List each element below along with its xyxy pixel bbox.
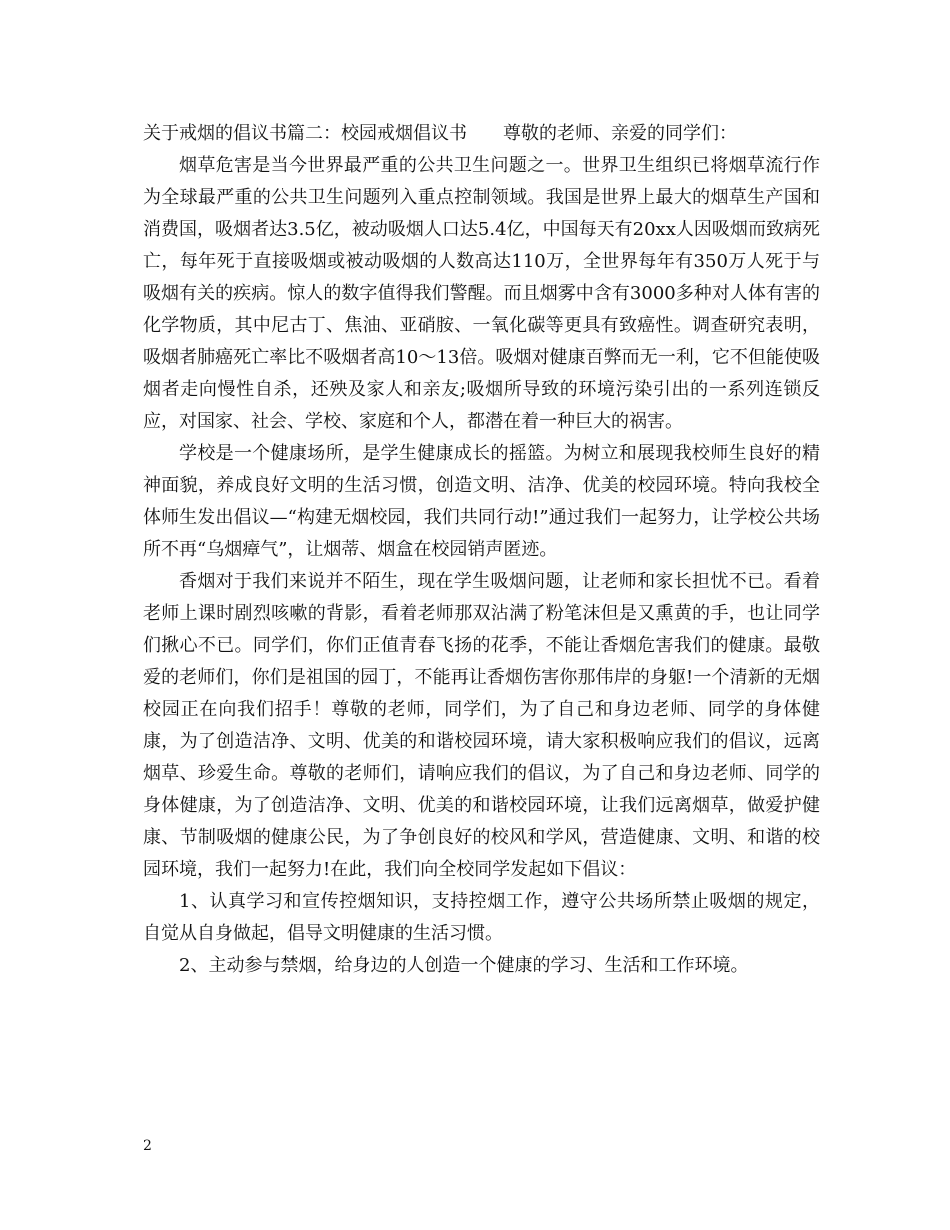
paragraph-smoking-harm: 烟草危害是当今世界最严重的公共卫生问题之一。世界卫生组织已将烟草流行作为全球最严重的公共卫生问题列入重点控制领域。我国是世界上最大的烟草生产国和消费国，吸烟者达3.5亿，被动吸烟人口达5.4亿，中国每天有20xx人因吸烟而致病死亡，每年死于直接吸烟或被动吸烟的人数高达110万，全世界每年有350万人死于与吸烟有关的疾病。惊人的数字值得我们警醒。而且烟雾中含有3000多种对人体有害的化学物质，其中尼古丁、焦油、亚硝胺、一氧化碳等更具有致癌性。调查研究表明，吸烟者肺癌死亡率比不吸烟者高10～13倍。吸烟对健康百弊而无一利，它不但能使吸烟者走向慢性自杀，还殃及家人和亲友;吸烟所导致的环境污染引出的一系列连锁反应，对国家、社会、学校、家庭和个人，都潜在着一种巨大的祸害。 — [143, 155, 820, 432]
document-title-line: 关于戒烟的倡议书篇二：校园戒烟倡议书 尊敬的老师、亲爱的同学们： — [143, 123, 737, 144]
proposal-item-1: 1、认真学习和宣传控烟知识，支持控烟工作，遵守公共场所禁止吸烟的规定，自觉从自身做起，倡导文明健康的生活习惯。 — [143, 891, 820, 944]
document-body — [143, 118, 820, 982]
proposal-item-2: 2、主动参与禁烟，给身边的人创造一个健康的学习、生活和工作环境。 — [179, 955, 749, 976]
page-number: 2 — [143, 1138, 152, 1154]
paragraph-school-initiative: 学校是一个健康场所，是学生健康成长的摇篮。为树立和展现我校师生良好的精神面貌，养成良好文明的生活习惯，创造文明、洁净、优美的校园环境。特向我校全体师生发出倡议—“构建无烟校园，我们共同行动!”通过我们一起努力，让学校公共场所不再“乌烟瘴气”，让烟蒂、烟盒在校园销声匿迹。 — [143, 443, 820, 560]
paragraph-appeal: 香烟对于我们来说并不陌生，现在学生吸烟问题，让老师和家长担忧不已。看着老师上课时剧烈咳嗽的背影，看着老师那双沾满了粉笔沫但是又熏黄的手，也让同学们揪心不已。同学们，你们正值青春飞扬的花季，不能让香烟危害我们的健康。最敬爱的老师们，你们是祖国的园丁，不能再让香烟伤害你那伟岸的身躯!一个清新的无烟校园正在向我们招手！尊敬的老师，同学们，为了自己和身边老师、同学的身体健康，为了创造洁净、文明、优美的和谐校园环境，请大家积极响应我们的倡议，远离烟草、珍爱生命。尊敬的老师们，请响应我们的倡议，为了自己和身边老师、同学的身体健康，为了创造洁净、文明、优美的和谐校园环境，让我们远离烟草，做爱护健康、节制吸烟的健康公民，为了争创良好的校风和学风，营造健康、文明、和谐的校园环境，我们一起努力!在此，我们向全校同学发起如下倡议： — [143, 571, 820, 880]
